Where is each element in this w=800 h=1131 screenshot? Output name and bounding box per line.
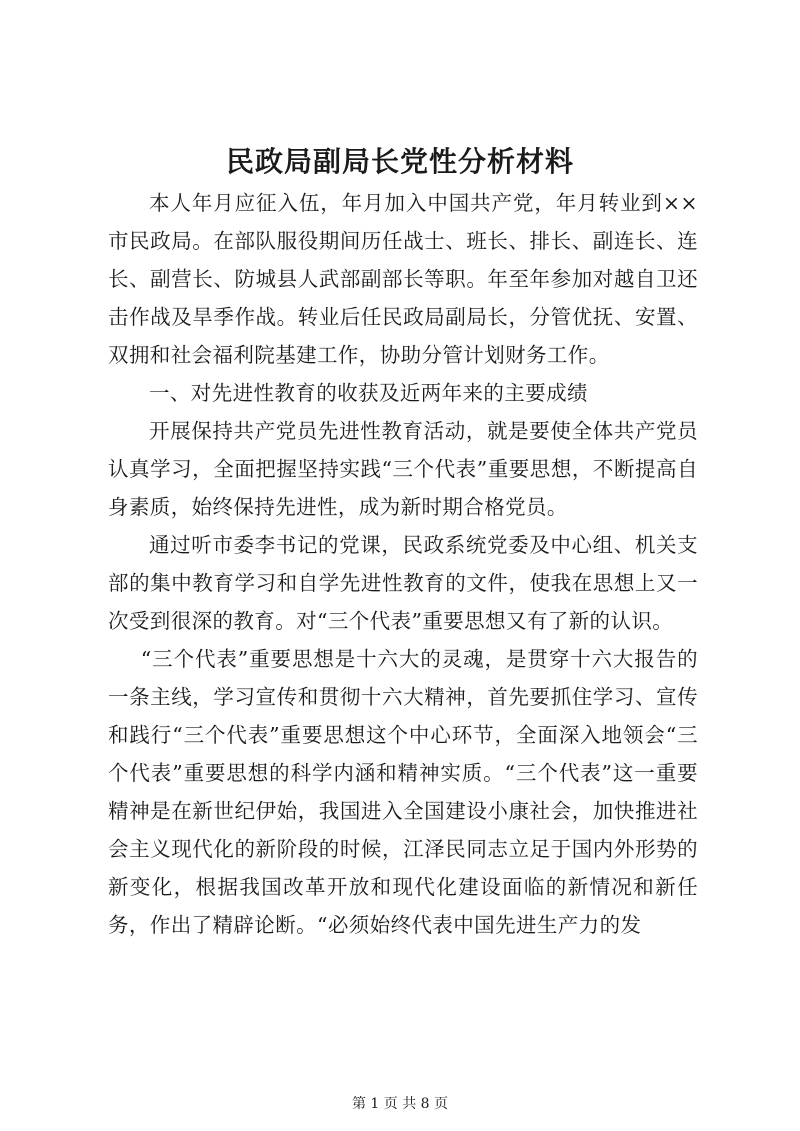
document-body bbox=[108, 184, 698, 944]
paragraph-three-represents: “三个代表”重要思想是十六大的灵魂，是贯穿十六大报告的一条主线，学习宣传和贯彻十六大精神，首先要抓住学习、宣传和践行“三个代表”重要思想这个中心环节，全面深入地领会“三个代表”重要思想的科学内涵和精神实质。“三个代表”这一重要精神是在新世纪伊始，我国进入全国建设小康社会，加快推进社会主义现代化的新阶段的时候，江泽民同志立足于国内外形势的新变化，根据我国改革开放和现代化建设面临的新情况和新任务，作出了精辟论断。“必须始终代表中国先进生产力的发 bbox=[108, 647, 698, 937]
paragraph-education: 开展保持共产党员先进性教育活动，就是要使全体共产党员认真学习，全面把握坚持实践“三个代表”重要思想，不断提高自身素质，始终保持先进性，成为新时期合格党员。 bbox=[108, 419, 698, 519]
section-heading: 一、对先进性教育的收获及近两年来的主要成绩 bbox=[149, 381, 588, 405]
paragraph-intro: 本人年月应征入伍，年月加入中国共产党，年月转业到××市民政局。在部队服役期间历任战士、班长、排长、副连长、连长、副营长、防城县人武部副部长等职。年至年参加对越自卫还击作战及旱季作战。转业后任民政局副局长，分管优抚、安置、双拥和社会福利院基建工作，协助分管计划财务工作。 bbox=[108, 191, 698, 367]
paragraph-study: 通过听市委李书记的党课，民政系统党委及中心组、机关支部的集中教育学习和自学先进性教育的文件，使我在思想上又一次受到很深的教育。对“三个代表”重要思想又有了新的认识。 bbox=[108, 533, 698, 633]
page-footer: 第 1 页 共 8 页 bbox=[351, 1096, 449, 1112]
document-title: 民政局副局长党性分析材料 bbox=[225, 145, 574, 178]
